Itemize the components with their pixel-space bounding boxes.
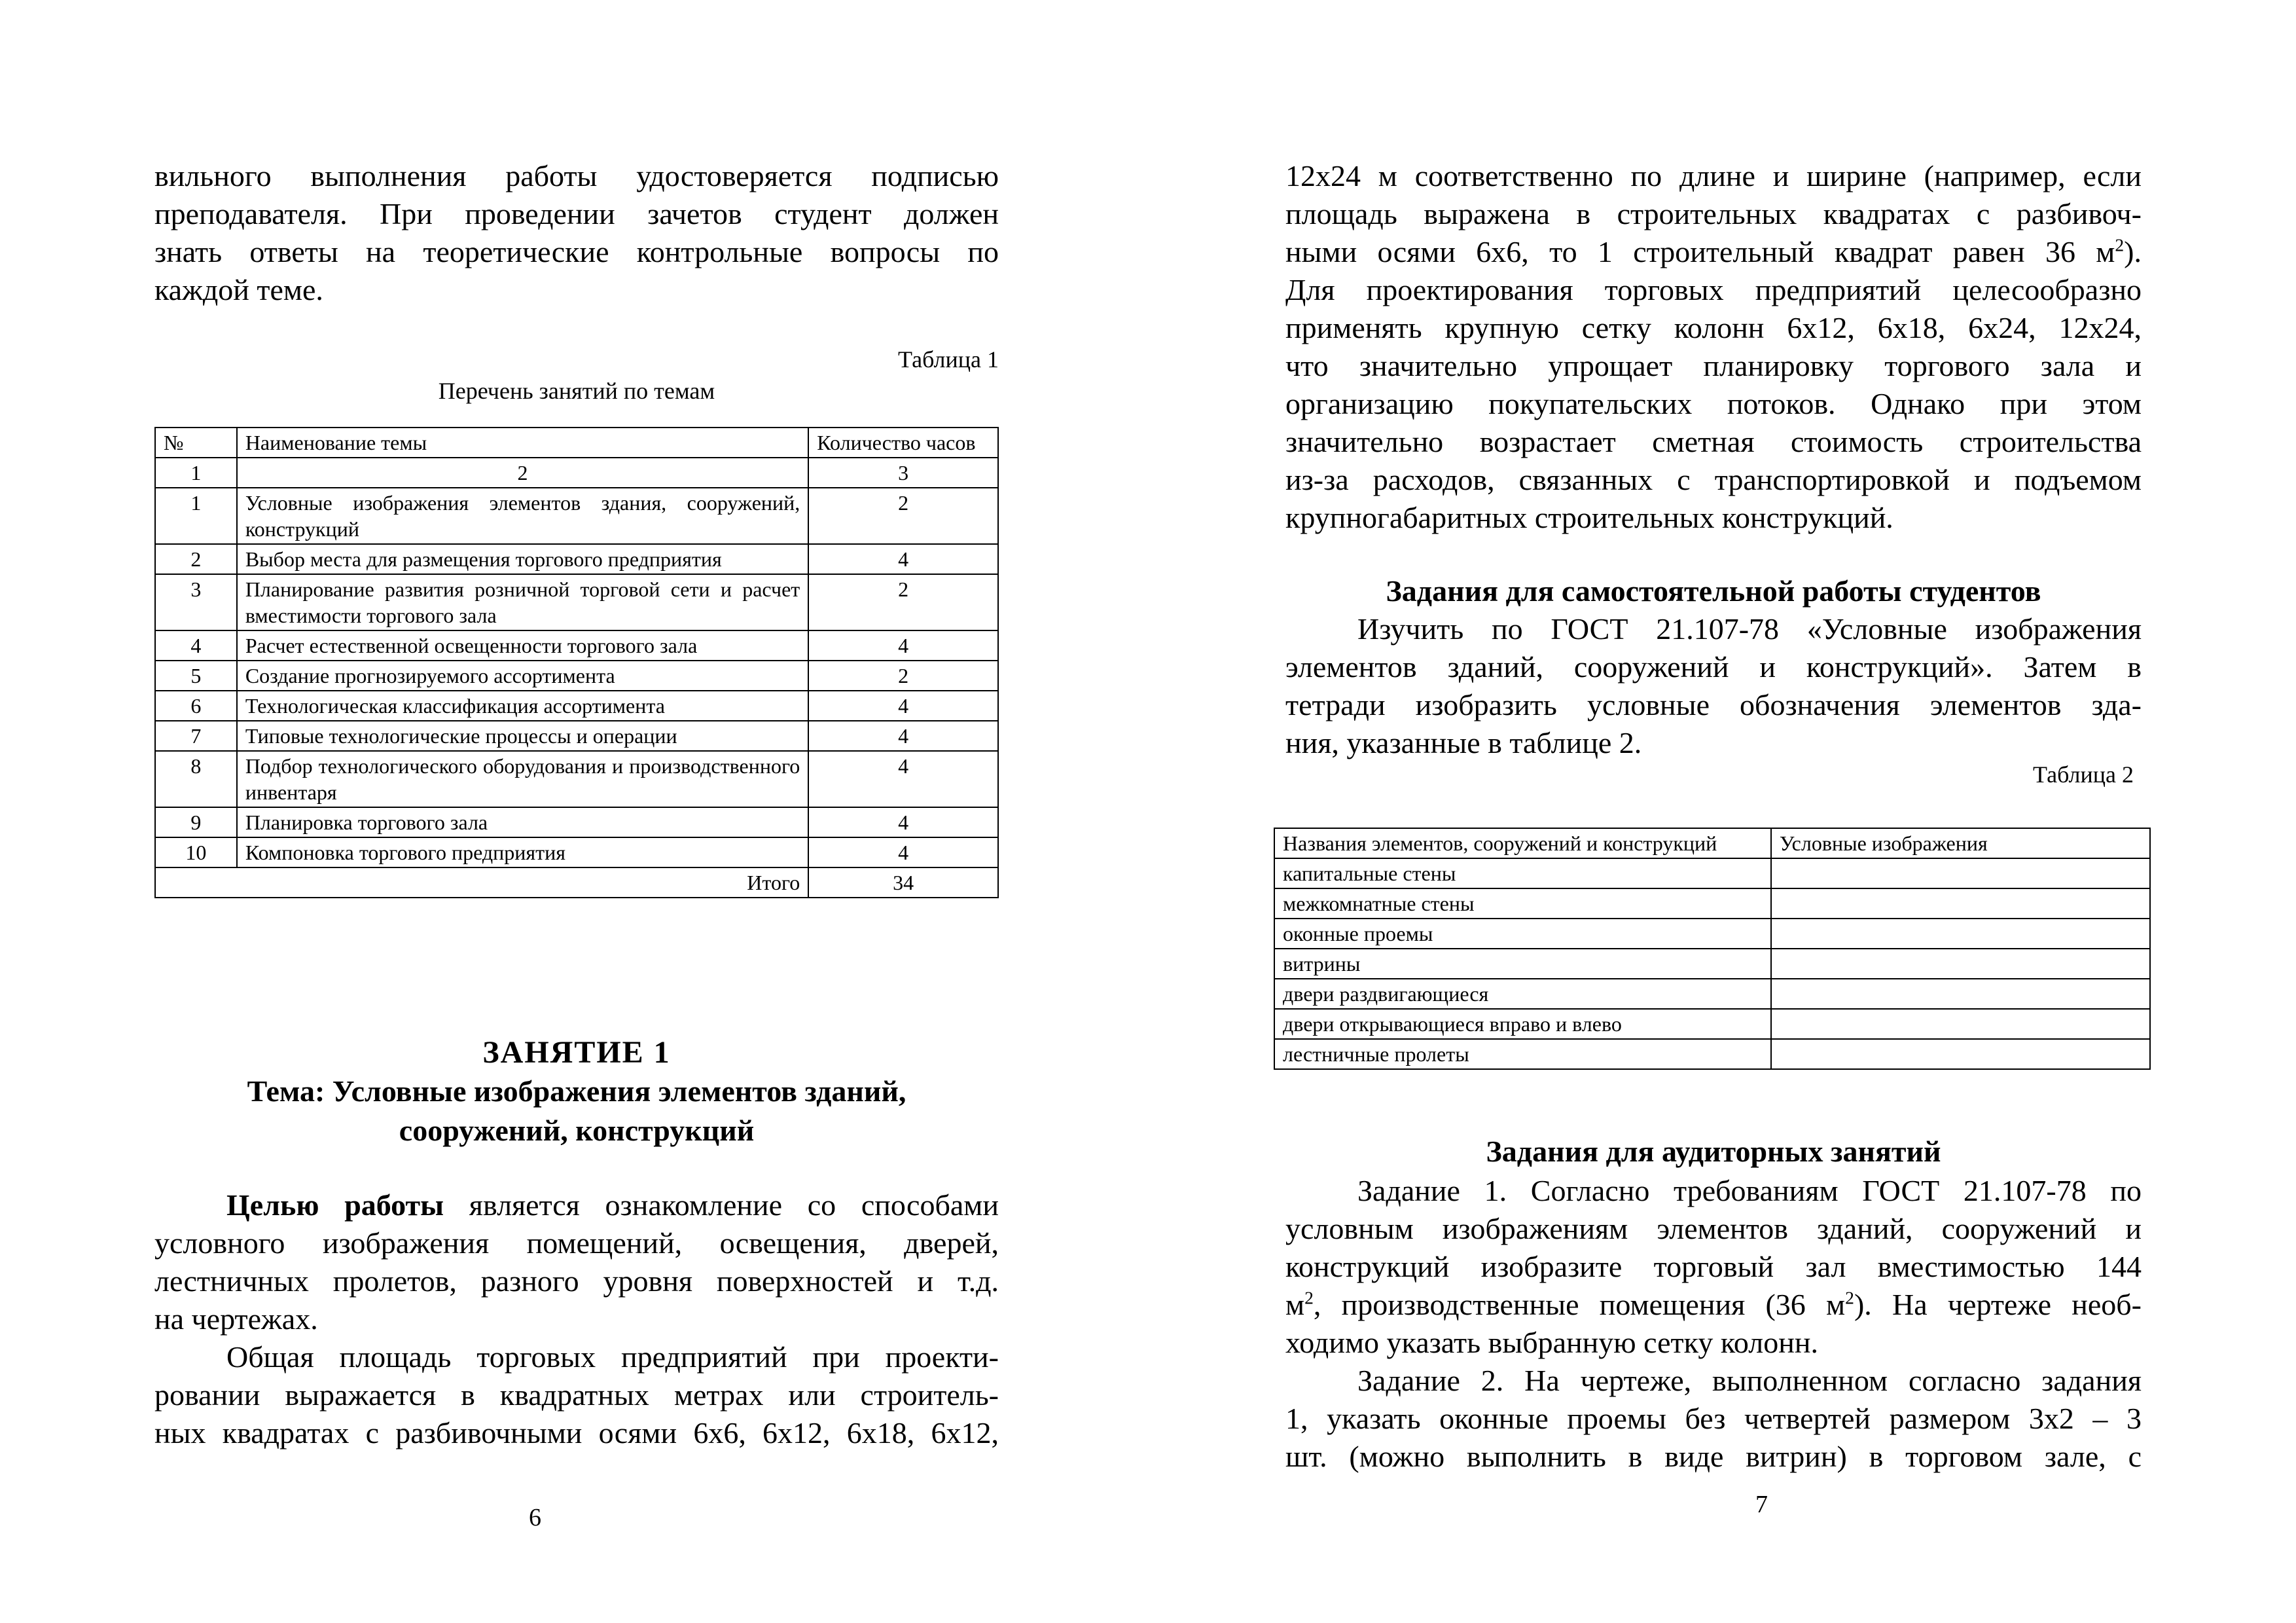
table-row: 9 Планировка торгового зала 4 [155,807,998,837]
elements-table [1274,828,2151,1070]
table-row: 10 Компоновка торгового предприятия 4 [155,837,998,867]
table-row: 2 Выбор места для размещения торгового предприятия 4 [155,544,998,574]
self-work-heading: Задания для самостоятельной работы студентов [1386,574,2041,608]
table1-label: Таблица 1 [898,346,999,373]
task2-paragraph: Задание 2. На чертеже, выполненном согласно задания 1, указать оконные проемы без четвертей размером 3х2 – 3 шт. (можно выполнить в виде витрин) в торговом зале, с [1285,1364,2142,1473]
task1-paragraph: Задание 1. Согласно требованиям ГОСТ 21.107-78 по условным изображениям элементов зданий, сооружений и конструкций изобразите торговый зал вместимостью 144 $м^2$, производственные помещения (36 $м^2$). На чертеже необ- ходимо указать выбранную сетку колонн. [1285,1174,2142,1359]
page-number: 7 [1755,1491,1768,1518]
header-name: Наименование темы [237,428,808,458]
header-elements: Названия элементов, сооружений и конструкций [1274,828,1771,858]
area-paragraph: Общая площадь торговых предприятий при проекти- ровании выражается в квадратных метрах или строитель- ных квадратах с разбивочными осями 6х6, 6х12, 6х18, 6х12, [154,1340,999,1450]
table-row: 4 Расчет естественной освещенности торгового зала 4 [155,630,998,661]
lesson-theme-line-2: сооружений, конструкций [399,1114,755,1147]
table-row: 1 Условные изображения элементов здания, сооружений, конструкций 2 [155,488,998,544]
classroom-heading: Задания для аудиторных занятий [1486,1135,1941,1168]
table1-title: Перечень занятий по темам [438,378,715,404]
header-hours: Количество часов [808,428,998,458]
self-work-paragraph: Изучить по ГОСТ 21.107-78 «Условные изображения элементов зданий, сооружений и конструкций». Затем в тетради изобразить условные обозначения элементов зда- ния, указанные в таблице 2. [1285,612,2142,759]
page-number: 6 [529,1504,541,1531]
table-row: лестничные пролеты [1274,1039,2150,1069]
table-row: капитальные стены [1274,858,2150,888]
table-index-row: 1 2 3 [155,458,998,488]
right-page [1148,0,2296,1623]
total-value: 34 [808,867,998,898]
continuation-paragraph: 12х24 м соответственно по длине и ширине (например, если площадь выражена в строительных квадратах с разбивоч- ными осями 6х6, то 1 строительный квадрат равен 36 $м^2$). Для проектирования торговых предприятий целесообразно применять крупную сетку колонн 6х12, 6х18, 6х24, 12х24, что значительно упрощает планировку торгового зала и организацию покупательских потоков. Однако при этом значительно возрастает сметная стоимость строительства из-за расходов, связанных с транспортировкой и подъемом крупногабаритных строительных конструкций. [1285,159,2142,534]
table-row: 7 Типовые технологические процессы и операции 4 [155,721,998,751]
table-row: 3 Планирование развития розничной торговой сети и расчет вместимости торгового зала 2 [155,574,998,630]
table-row: двери раздвигающиеся [1274,979,2150,1009]
table-row: межкомнатные стены [1274,888,2150,919]
table-row: оконные проемы [1274,919,2150,949]
table-row: 8 Подбор технологического оборудования и производственного инвентаря 4 [155,751,998,807]
total-label: Итого [155,867,808,898]
lesson-title: ЗАНЯТИЕ 1 [482,1035,671,1070]
table-row: витрины [1274,949,2150,979]
intro-paragraph: вильного выполнения работы удостоверяется подписью преподавателя. При проведении зачетов студент должен знать ответы на теоретические контрольные вопросы по каждой теме. [154,159,999,306]
table-total-row [155,867,998,898]
header-images: Условные изображения [1771,828,2150,858]
table-header-row [155,428,998,458]
table2-label: Таблица 2 [2033,761,2134,788]
table-row: 6 Технологическая классификация ассортимента 4 [155,691,998,721]
goal-bold: Целью работы [226,1188,444,1222]
lesson-theme-line-1: Тема: Условные изображения элементов зданий, [247,1074,906,1108]
header-num: № [155,428,237,458]
goal-paragraph: Целью работы является ознакомление со способами условного изображения помещений, освещения, дверей, лестничных пролетов, разного уровня поверхностей и т.д. на чертежах. [154,1188,999,1336]
table-row: двери открывающиеся вправо и влево [1274,1009,2150,1039]
table-row: 5 Создание прогнозируемого ассортимента 2 [155,661,998,691]
table-header-row [1274,828,2150,858]
topics-table [154,427,999,898]
